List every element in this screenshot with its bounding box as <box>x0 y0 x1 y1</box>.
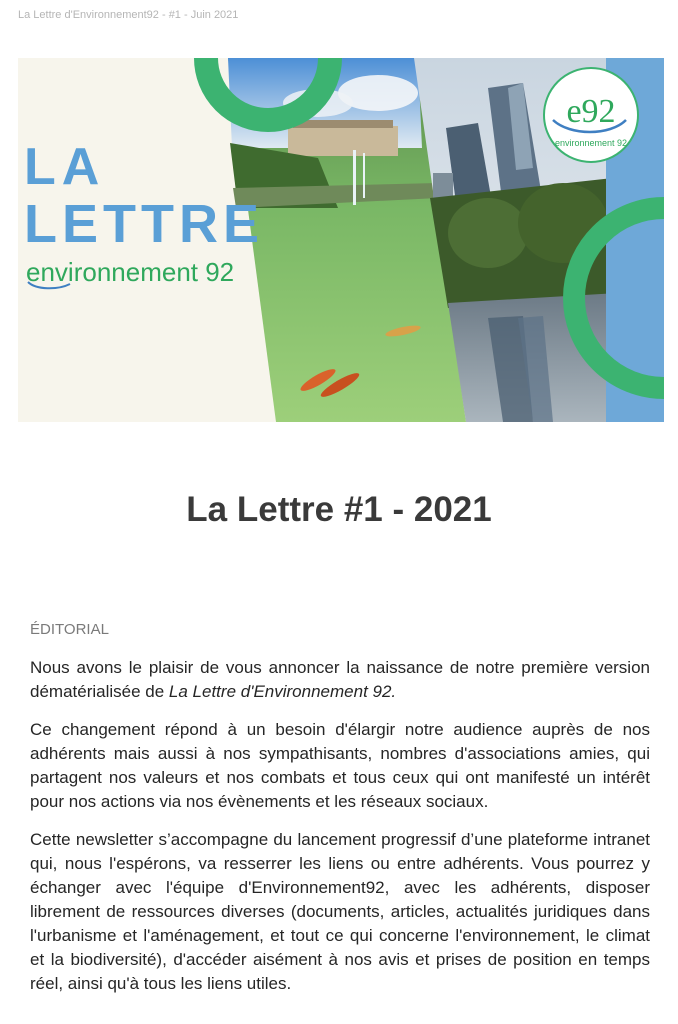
logo-mark: e92 <box>566 93 616 130</box>
section-label: ÉDITORIAL <box>30 621 109 638</box>
paragraph-intranet: Cette newsletter s’accompagne du lancement progressif d’une plateforme intranet qui, nous l'espérons, va resserrer les liens ou entre adhérents. Vous pourrez y échanger avec l'équipe d'Environnement92, avec les adhérents, disposer librement de ressources diverses (documents, articles, actualités juridiques dans l'urbanisme et l'aménagement, et tout ce qui concerne l'environnement, le climat et la biodiversité), d'accéder aisément à nos avis et prises de position en temps réel, ainsi qu'à tous les liens utiles. <box>30 830 650 993</box>
banner-artwork <box>18 58 664 422</box>
paragraph-audience: Ce changement répond à un besoin d'élargir notre audience auprès de nos adhérents mais aussi à nos sympathisants, nombres d'associations amies, qui partagent nos valeurs et nos combats et tous ceux qui ont manifesté un intérêt pour nos actions via nos évènements et les réseaux sociaux. <box>30 720 650 811</box>
paragraph-intro-text: Nous avons le plaisir de vous annoncer la naissance de notre première version dématérialisée de <box>30 658 650 701</box>
page-title: La Lettre #1 - 2021 <box>186 490 492 529</box>
header-banner <box>18 58 664 422</box>
logo-text: environnement 92 <box>554 138 628 148</box>
editorial-content <box>30 656 650 1010</box>
brand-name: environnement 92 <box>26 257 235 287</box>
e92-logo <box>544 68 638 162</box>
headline-la: LA <box>24 138 106 196</box>
paragraph-intro <box>30 656 650 704</box>
headline-lettre: LETTRE <box>24 194 264 254</box>
preheader-text: La Lettre d'Environnement92 - #1 - Juin 2021 <box>18 9 239 21</box>
newsletter-name: La Lettre d'Environnement 92. <box>168 682 397 701</box>
